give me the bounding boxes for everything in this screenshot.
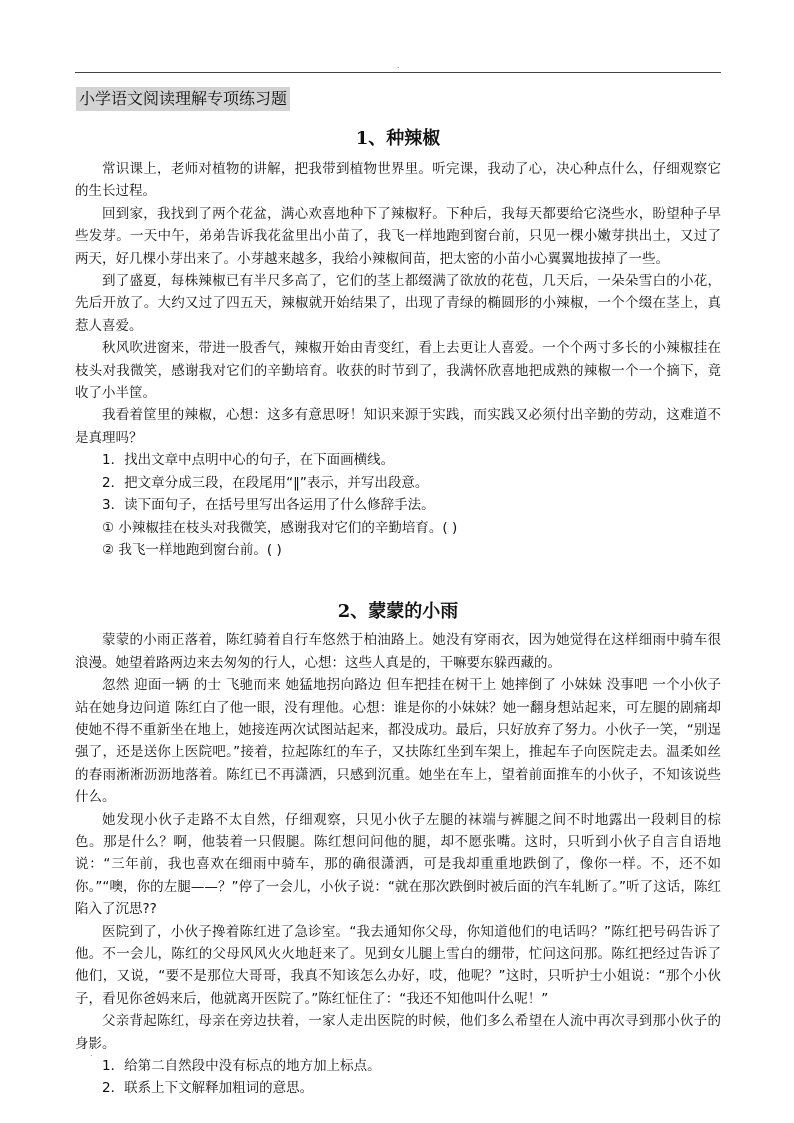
passage1-question: 3．读下面句子，在括号里写出各运用了什么修辞手法。 [102,497,435,514]
passage2-title: 2、蒙蒙的小雨 [337,601,459,623]
passage2-question: 1．给第二自然段中没有标点的地方加上标点。 [102,1058,381,1075]
header-dot: . [397,61,400,70]
passage1-paragraph: 到了盛夏，每株辣椒已有半尺多高了，它们的茎上都缀满了欲放的花苞，几天后，一朵朵雪白的小花，先后开放了。大约又过了四五天，辣椒就开始结果了，出现了青绿的椭圆形的小辣椒，一个个缀在茎上，真惹人喜爱。 [75,273,721,334]
passage1-question: 1．找出文章中点明中心的句子，在下面画横线。 [102,452,395,469]
passage2-paragraph: 忽然 迎面一辆 的士 飞驰而来 她猛地拐向路边 但车把挂在树干上 她摔倒了 小妹妹 没事吧 一个小伙子站在她身边问道 陈红白了他一眼，没有理他。心想：谁是你的小妹妹？她一翻身想站起来，可左腿的剧痛却使她不得不重新坐在地上，她接连两次试图站起来，都没成功。最后，只好放弃了努力。小伙子一笑，“别逞强了，还是送你上医院吧。”接着，拉起陈红的车子，又扶陈红坐到车架上，推起车子向医院走去。温柔如丝的春雨淅淅沥沥地落着。陈红已不再潇洒，只感到沉重。她坐在车上，望着前面推车的小伙子，不知该说些什么。 [75,677,721,806]
passage2-paragraph: 蒙蒙的小雨正落着，陈红骑着自行车悠然于柏油路上。她没有穿雨衣，因为她觉得在这样细雨中骑车很浪漫。她望着路两边来去匆匆的行人，心想：这些人真是的，干嘛要东躲西藏的。 [75,632,721,671]
passage2-paragraph: 她发现小伙子走路不太自然，仔细观察，只见小伙子左腿的袜端与裤腿之间不时地露出一段刺目的棕色。那是什么？啊，他装着一只假腿。陈红想问问他的腿，却不愿张嘴。这时，只听到小伙子自言自语地说：“三年前，我也喜欢在细雨中骑车，那的确很潇洒，可是我却重重地跌倒了，像你一样。不，还不如你。”“噢，你的左腿——？”停了一会儿，小伙子说：“就在那次跌倒时被后面的汽车轧断了。”听了这话，陈红陷入了沉思?? [75,811,721,918]
passage2-paragraph: 医院到了，小伙子搀着陈红进了急诊室。“我去通知你父母，你知道他们的电话吗？”陈红把号码告诉了他。不一会儿，陈红的父母风风火火地赶来了。见到女儿腿上雪白的绷带，忙问这问那。陈红把经过告诉了他们，又说，“要不是那位大哥哥，我真不知该怎么办好，哎，他呢？”这时，只听护士小姐说：“那个小伙子，看见你爸妈来后，他就离开医院了。”陈红怔住了：“我还不知他叫什么呢！” [75,923,721,1007]
passage1-paragraph: 秋风吹进窗来，带进一股香气，辣椒开始由青变红，看上去更让人喜爱。一个个两寸多长的小辣椒挂在枝头对我微笑，感谢我对它们的辛勤培育。收获的时节到了，我满怀欣喜地把成熟的辣椒一个一个摘下，竟收了小半筐。 [75,340,721,402]
passage1-subquestion: ② 我飞一样地跑到窗台前。( ) [102,541,282,558]
passage1-paragraph: 回到家，我找到了两个花盆，满心欢喜地种下了辣椒籽。下种后，我每天都要给它浇些水，盼望种子早些发芽。一天中午，弟弟告诉我花盆里出小苗了，我飞一样地跑到窗台前，只见一棵小嫩芽拱出土，又过了两天，好几棵小芽出来了。小芽越来越多，我给小辣椒间苗，把太密的小苗小心翼翼地拔掉了一些。 [75,205,721,267]
page-body [75,126,721,1100]
header-rule [75,72,721,73]
section-label: 小学语文阅读理解专项练习题 [76,87,290,111]
passage2-question: 2．联系上下文解释加粗词的意思。 [102,1080,314,1097]
passage1-subquestion: ① 小辣椒挂在枝头对我微笑，感谢我对它们的辛勤培育。( ) [102,519,458,536]
footer-dot: . [90,1049,93,1058]
passage1-paragraph: 常识课上，老师对植物的讲解，把我带到植物世界里。听完课，我动了心，决心种点什么，仔细观察它的生长过程。 [75,161,721,200]
passage2-paragraph: 父亲背起陈红，母亲在旁边扶着，一家人走出医院的时候，他们多么希望在人流中再次寻到那小伙子的身影。 [75,1013,721,1052]
passage1-paragraph: 我看着筐里的辣椒，心想：这多有意思呀！知识来源于实践，而实践又必须付出辛勤的劳动，这难道不是真理吗？ [75,407,721,446]
passage1-title: 1、种辣椒 [355,128,441,149]
passage1-question: 2．把文章分成三段，在段尾用“‖”表示，并写出段意。 [102,474,429,491]
